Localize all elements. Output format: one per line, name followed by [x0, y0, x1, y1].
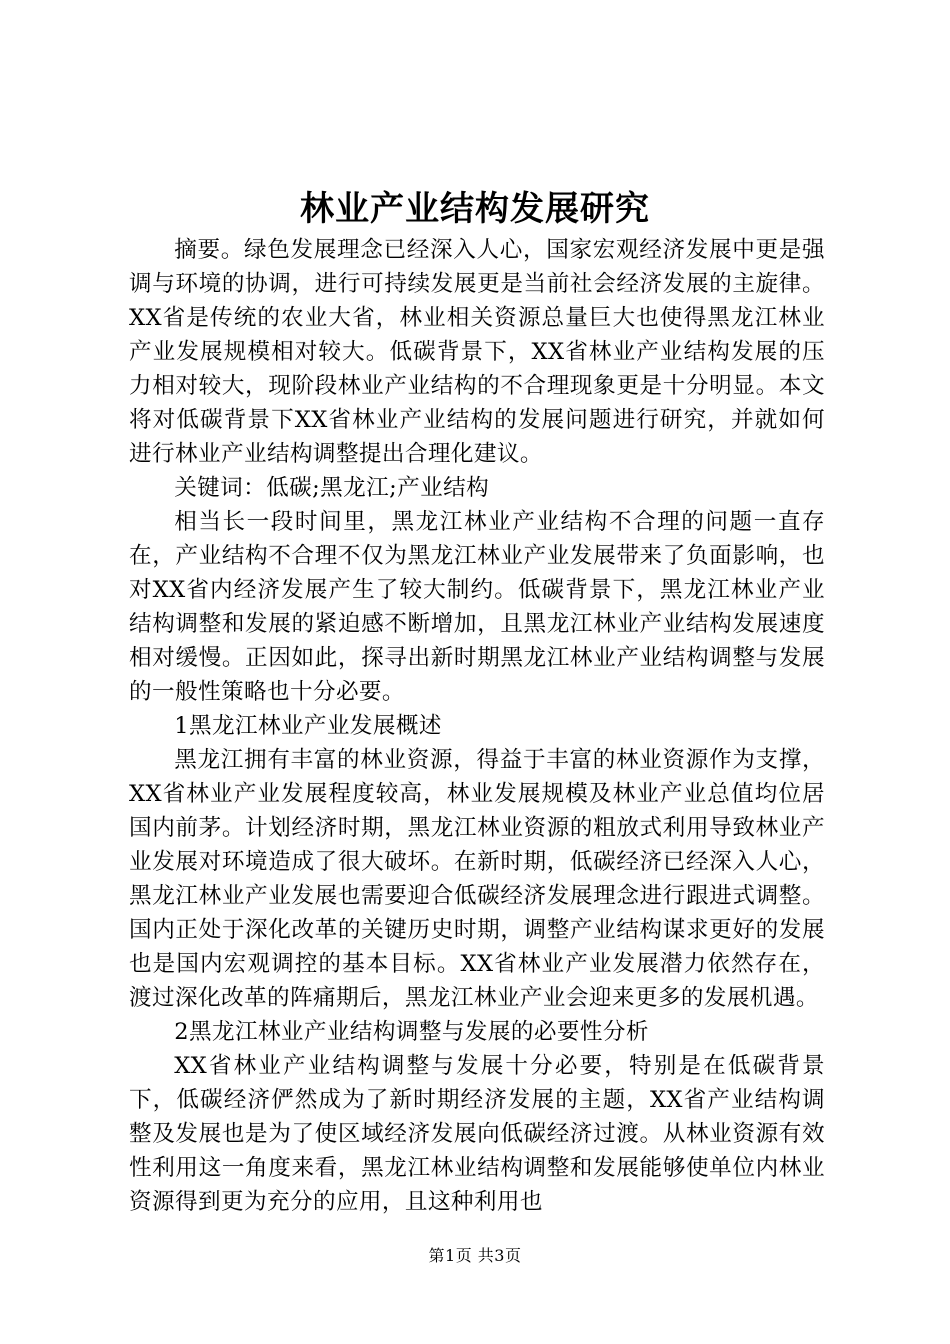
section-2-heading: 2黑龙江林业产业结构调整与发展的必要性分析: [174, 1019, 649, 1045]
keywords-line: 关键词：低碳;黑龙江;产业结构: [174, 475, 490, 501]
abstract-paragraph: 摘要。绿色发展理念已经深入人心，国家宏观经济发展中更是强调与环境的协调，进行可持续发展更是当前社会经济发展的主旋律。XX省是传统的农业大省，林业相关资源总量巨大也使得黑龙江林业产业发展规模相对较大。低碳背景下，XX省林业产业结构发展的压力相对较大，现阶段林业产业结构的不合理现象更是十分明显。本文将对低碳背景下XX省林业产业结构的发展问题进行研究，并就如何进行林业产业结构调整提出合理化建议。: [129, 237, 825, 467]
intro-paragraph: 相当长一段时间里，黑龙江林业产业结构不合理的问题一直存在，产业结构不合理不仅为黑龙江林业产业发展带来了负面影响，也对XX省内经济发展产生了较大制约。低碳背景下，黑龙江林业产业结构调整和发展的紧迫感不断增加，且黑龙江林业产业结构发展速度相对缓慢。正因如此，探寻出新时期黑龙江林业产业结构调整与发展的一般性策略也十分必要。: [129, 509, 825, 705]
section-2-paragraph: XX省林业产业结构调整与发展十分必要，特别是在低碳背景下，低碳经济俨然成为了新时期经济发展的主题，XX省产业结构调整及发展也是为了使区域经济发展向低碳经济过渡。从林业资源有效性利用这一角度来看，黑龙江林业结构调整和发展能够使单位内林业资源得到更为充分的应用，且这种利用也: [129, 1053, 825, 1215]
document-title: 林业产业结构发展研究: [300, 189, 650, 229]
section-1-paragraph: 黑龙江拥有丰富的林业资源，得益于丰富的林业资源作为支撑，XX省林业产业发展程度较高，林业发展规模及林业产业总值均位居国内前茅。计划经济时期，黑龙江林业资源的粗放式利用导致林业产业发展对环境造成了很大破坏。在新时期，低碳经济已经深入人心，黑龙江林业产业发展也需要迎合低碳经济发展理念进行跟进式调整。国内正处于深化改革的关键历史时期，调整产业结构谋求更好的发展也是国内宏观调控的基本目标。XX省林业产业发展潜力依然存在，渡过深化改革的阵痛期后，黑龙江林业产业会迎来更多的发展机遇。: [129, 747, 825, 1011]
section-1-heading: 1黑龙江林业产业发展概述: [174, 713, 442, 739]
document-body: [129, 233, 825, 1219]
page-footer: 第1页 共3页: [428, 1246, 522, 1265]
